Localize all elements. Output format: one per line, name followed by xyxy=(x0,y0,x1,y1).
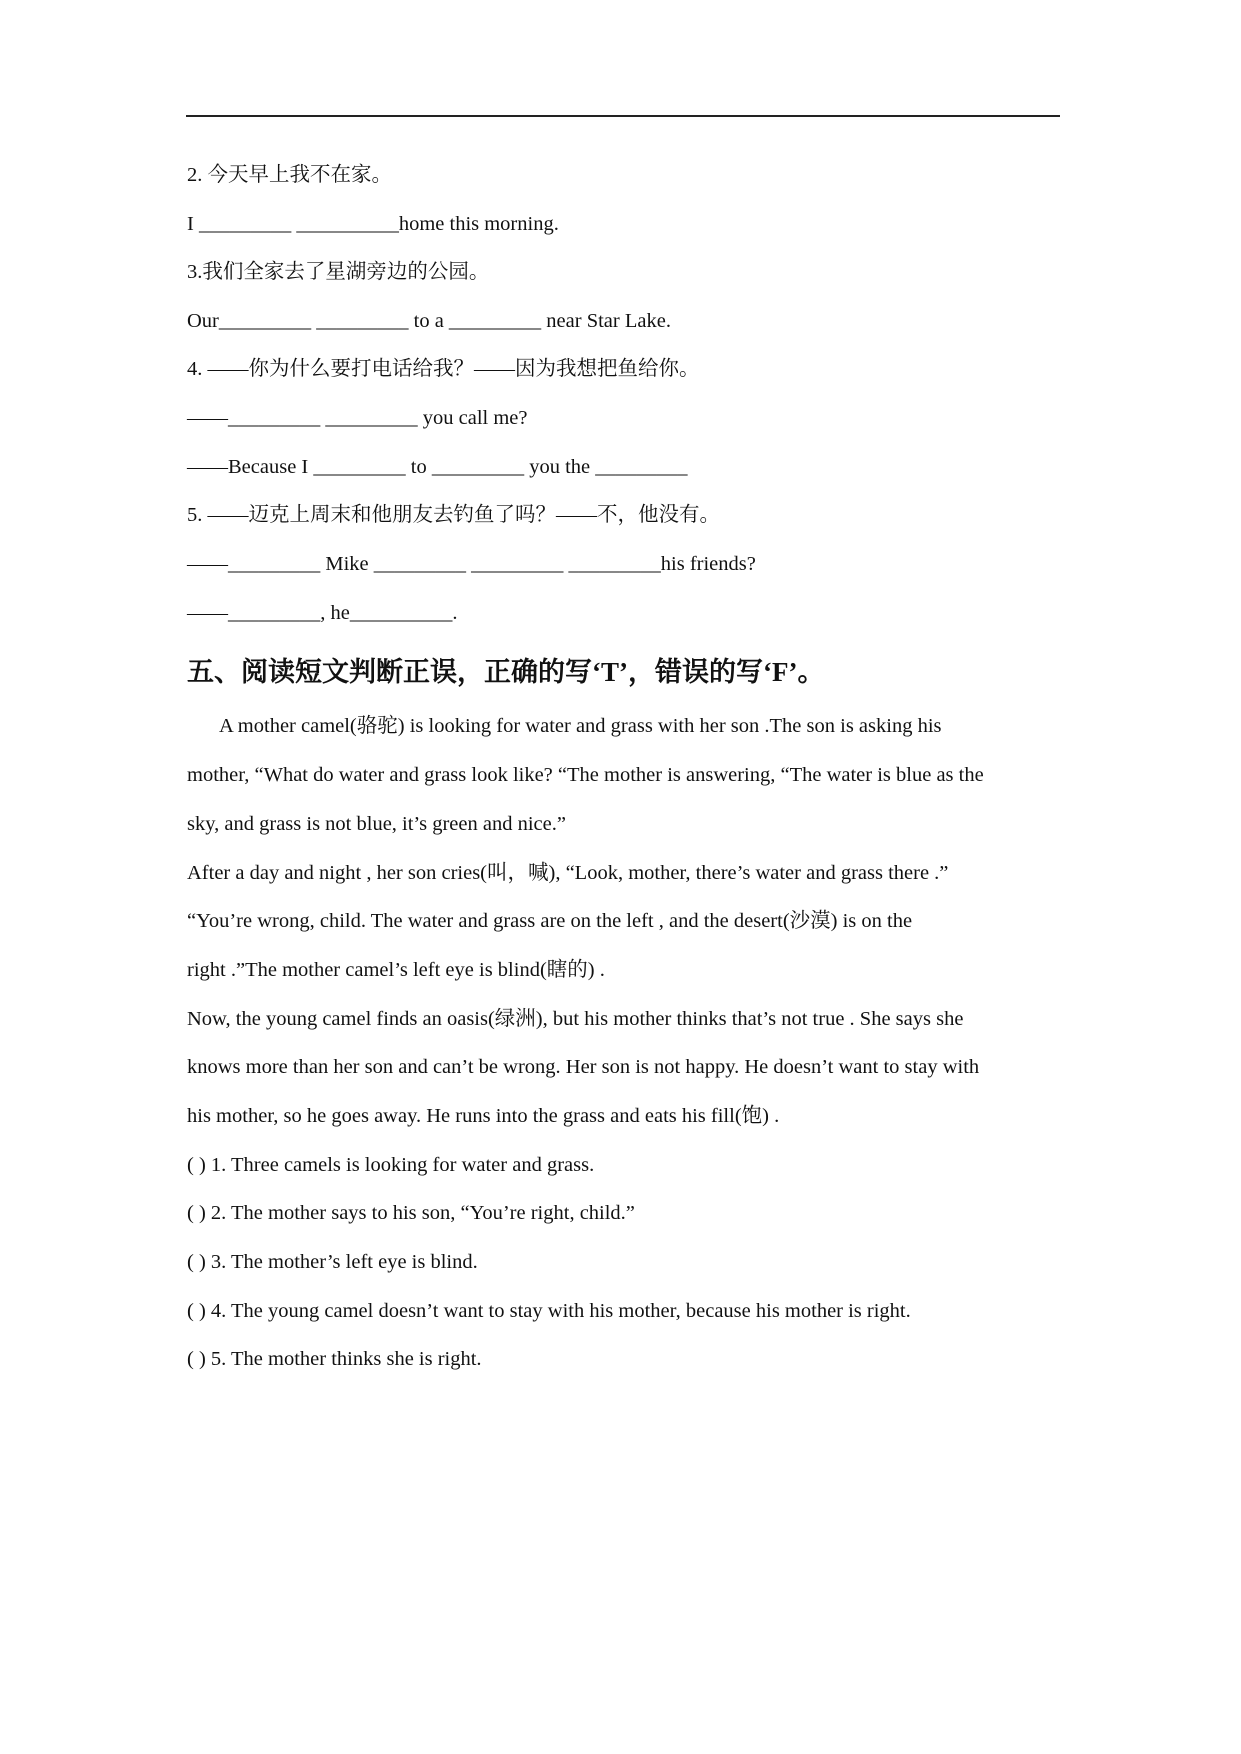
passage-line: knows more than her son and can’t be wrong. Her son is not happy. He doesn’t want to stay with xyxy=(187,1056,980,1078)
passage-line: Now, the young camel finds an oasis(绿洲), but his mother thinks that’s not true . She says she xyxy=(187,1008,964,1030)
q3-answer-line: Our_________ _________ to a _________ near Star Lake. xyxy=(187,310,671,332)
question-item: ( ) 5. The mother thinks she is right. xyxy=(187,1348,482,1370)
section-heading: 五、阅读短文判断正误，正确的写‘T’，错误的写‘F’。 xyxy=(187,657,825,687)
q4-prompt: 4. ——你为什么要打电话给我？——因为我想把鱼给你。 xyxy=(187,358,700,380)
question-item: ( ) 2. The mother says to his son, “You’re right, child.” xyxy=(187,1202,635,1224)
passage-line: sky, and grass is not blue, it’s green and nice.” xyxy=(187,813,566,835)
passage-line: A mother camel(骆驼) is looking for water and grass with her son .The son is asking his xyxy=(219,715,942,737)
question-item: ( ) 3. The mother’s left eye is blind. xyxy=(187,1251,478,1273)
question-item: ( ) 1. Three camels is looking for water and grass. xyxy=(187,1154,595,1176)
header-rule xyxy=(186,115,1060,117)
passage-line: mother, “What do water and grass look like? “The mother is answering, “The water is blue as the xyxy=(187,764,984,786)
q5-answer-line-2: ——_________, he__________. xyxy=(187,602,458,624)
q4-answer-line-1: ——_________ _________ you call me? xyxy=(187,407,528,429)
passage-line: right .”The mother camel’s left eye is blind(瞎的) . xyxy=(187,959,605,981)
q3-prompt: 3.我们全家去了星湖旁边的公园。 xyxy=(187,261,490,283)
q2-answer-line: I _________ __________home this morning. xyxy=(187,213,559,235)
q5-answer-line-1: ——_________ Mike _________ _________ _________his friends? xyxy=(187,553,756,575)
q5-prompt: 5. ——迈克上周末和他朋友去钓鱼了吗？——不，他没有。 xyxy=(187,504,720,526)
question-item: ( ) 4. The young camel doesn’t want to stay with his mother, because his mother is right. xyxy=(187,1300,911,1322)
q4-answer-line-2: ——Because I _________ to _________ you the _________ xyxy=(187,456,688,478)
passage-line: his mother, so he goes away. He runs into the grass and eats his fill(饱) . xyxy=(187,1105,780,1127)
passage-line: After a day and night , her son cries(叫，喊), “Look, mother, there’s water and grass there .” xyxy=(187,862,949,884)
passage-line: “You’re wrong, child. The water and grass are on the left , and the desert(沙漠) is on the xyxy=(187,910,913,932)
q2-prompt: 2. 今天早上我不在家。 xyxy=(187,164,392,186)
